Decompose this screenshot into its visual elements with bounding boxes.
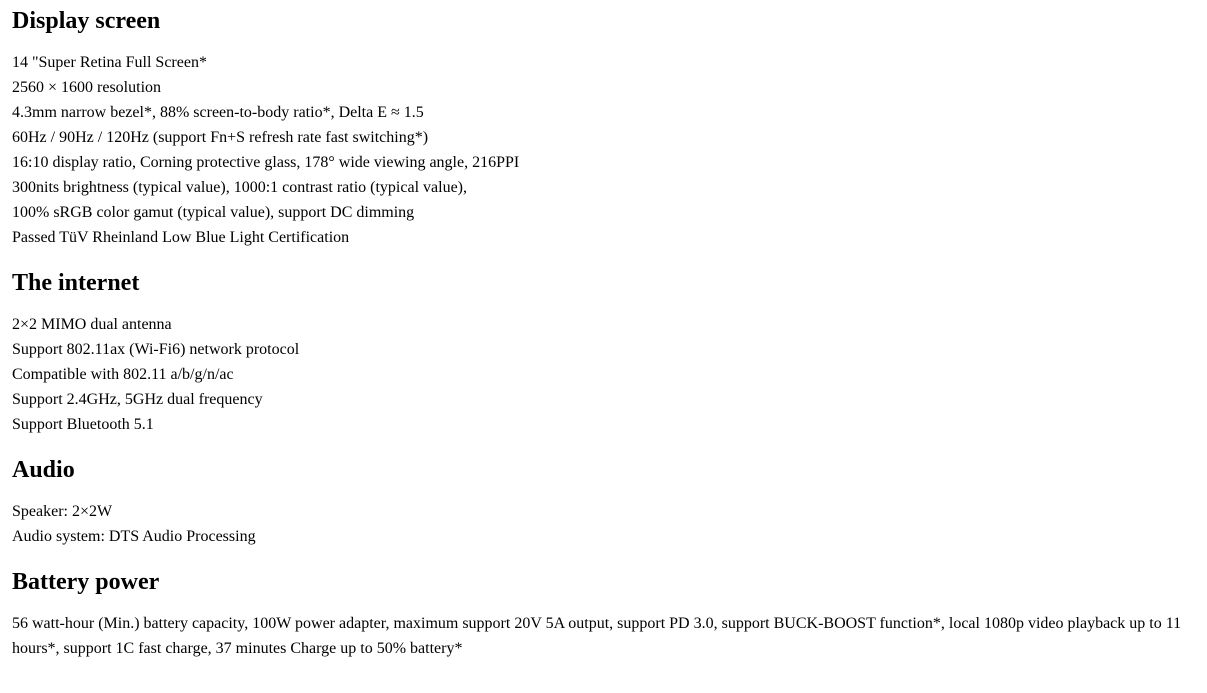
spec-line: 56 watt-hour (Min.) battery capacity, 100W power adapter, maximum support 20V 5A output, support PD 3.0, support BUCK-BOOST function*, local 1080p video playback up to 11 hours*, support 1C fast charge, 37 minutes Charge up to 50% battery* [12, 615, 1182, 657]
spec-line: 2×2 MIMO dual antenna [12, 316, 172, 333]
section-heading: Display screen [12, 8, 161, 34]
internet-section [12, 269, 1195, 437]
spec-line: 4.3mm narrow bezel*, 88% screen-to-body ratio*, Delta E ≈ 1.5 [12, 104, 424, 121]
spec-line: Compatible with 802.11 a/b/g/n/ac [12, 366, 234, 383]
spec-line: Support Bluetooth 5.1 [12, 416, 154, 433]
section-heading: The internet [12, 270, 140, 296]
section-heading: Audio [12, 457, 75, 483]
display-screen-section [12, 0, 1195, 250]
spec-line: 60Hz / 90Hz / 120Hz (support Fn+S refresh rate fast switching*) [12, 129, 429, 146]
spec-line: Audio system: DTS Audio Processing [12, 528, 256, 545]
spec-line: 300nits brightness (typical value), 1000:1 contrast ratio (typical value), [12, 179, 467, 196]
spec-list [12, 312, 1195, 437]
spec-list [12, 50, 1195, 250]
spec-list [12, 499, 1195, 549]
spec-line: Speaker: 2×2W [12, 503, 113, 520]
spec-line: 16:10 display ratio, Corning protective glass, 178° wide viewing angle, 216PPI [12, 154, 520, 171]
spec-line: Support 2.4GHz, 5GHz dual frequency [12, 391, 263, 408]
spec-line: 14 "Super Retina Full Screen* [12, 54, 207, 71]
section-heading: Battery power [12, 569, 160, 595]
spec-line: Passed TüV Rheinland Low Blue Light Certification [12, 229, 350, 246]
spec-list [12, 611, 1195, 661]
audio-section [12, 456, 1195, 549]
spec-line: 100% sRGB color gamut (typical value), support DC dimming [12, 204, 415, 221]
battery-section [12, 568, 1195, 661]
spec-line: 2560 × 1600 resolution [12, 79, 162, 96]
spec-line: Support 802.11ax (Wi-Fi6) network protocol [12, 341, 300, 358]
